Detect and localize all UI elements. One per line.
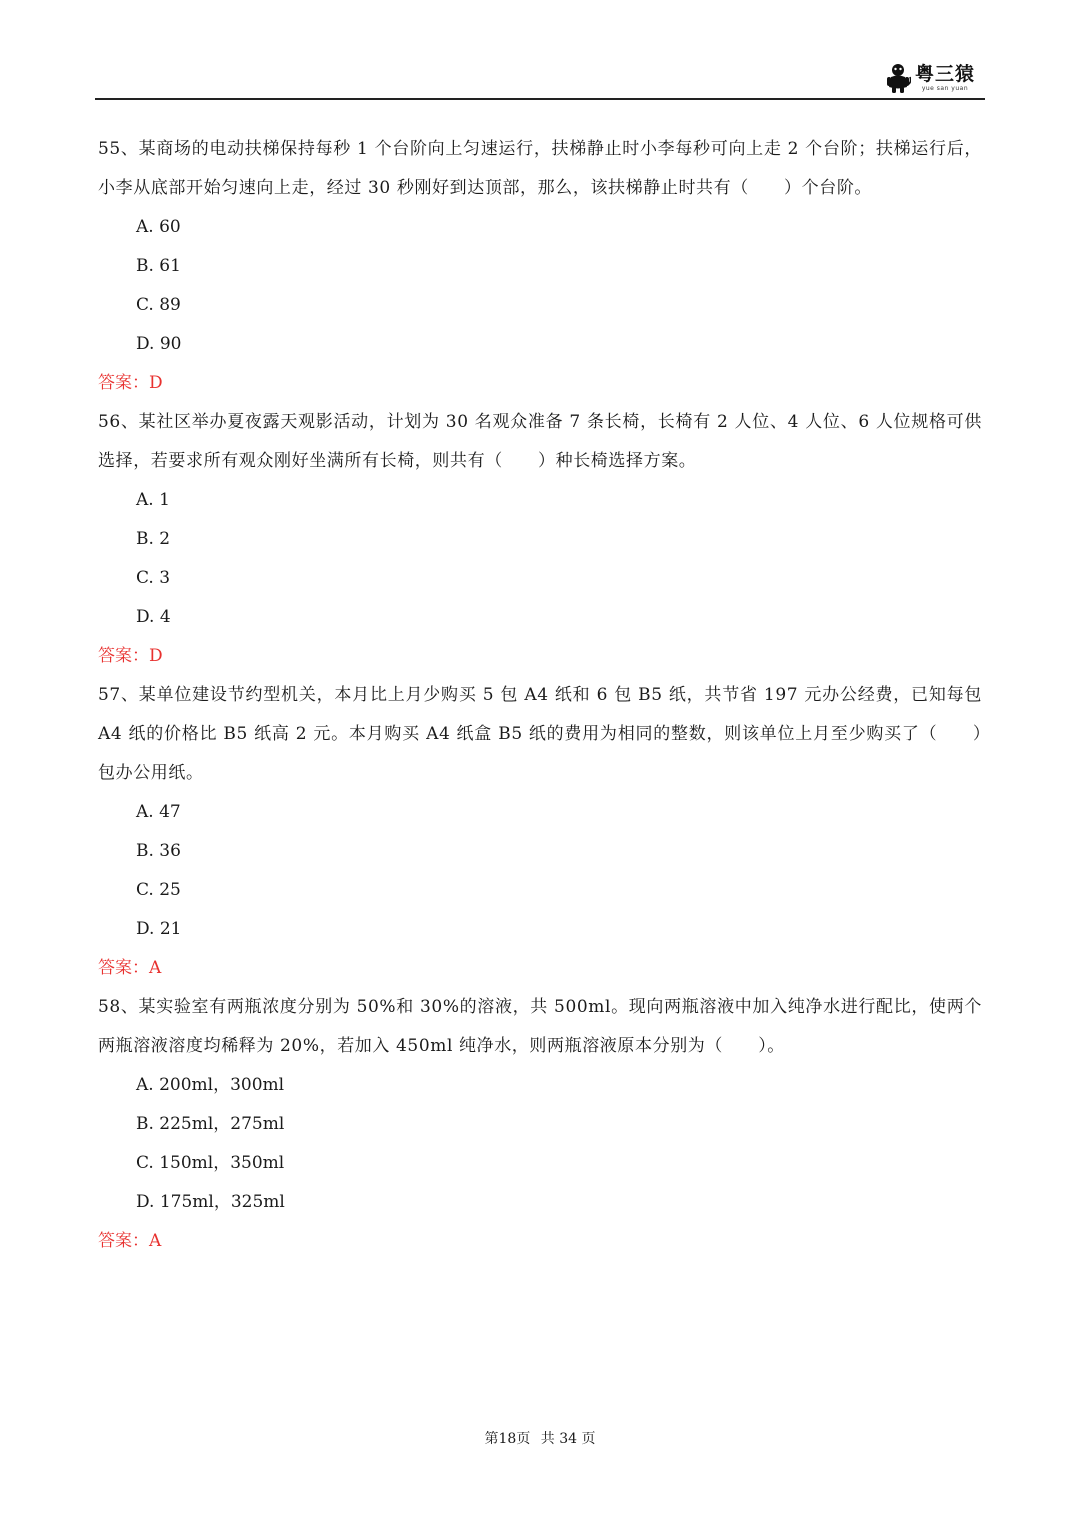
option-a: A. 60 [136, 217, 181, 237]
question-56 [98, 403, 982, 676]
page-number: 第18页 [484, 1431, 531, 1447]
question-58 [98, 988, 982, 1261]
answer-text: 答案：D [98, 646, 163, 666]
option-d: D. 21 [136, 919, 182, 939]
question-text: 57、某单位建设节约型机关，本月比上月少购买 5 包 A4 纸和 6 包 B5 纸，共节省 197 元办公经费，已知每包 A4 纸的价格比 B5 纸高 2 元。本月购买 A4 纸盒 B5 纸的费用为相同的整数，则该单位上月至少购买了（ ）包办公用纸。 [98, 685, 982, 783]
option-b: B. 225ml，275ml [136, 1114, 285, 1134]
option-b: B. 2 [136, 529, 171, 549]
page-header [95, 56, 985, 100]
brand-text [914, 62, 975, 92]
question-text: 55、某商场的电动扶梯保持每秒 1 个台阶向上匀速运行，扶梯静止时小李每秒可向上走 2 个台阶；扶梯运行后，小李从底部开始匀速向上走，经过 30 秒刚好到达顶部，那么，该扶梯静止时共有（ ）个台阶。 [98, 139, 982, 198]
option-c: C. 150ml，350ml [136, 1153, 285, 1173]
answer-text: 答案：A [98, 958, 162, 978]
header-divider [95, 98, 985, 100]
question-text: 58、某实验室有两瓶浓度分别为 50%和 30%的溶液，共 500ml。现向两瓶溶液中加入纯净水进行配比，使两个两瓶溶液溶度均稀释为 20%，若加入 450ml 纯净水，则两瓶溶液原本分别为（ ）。 [98, 997, 982, 1056]
option-c: C. 3 [136, 568, 171, 588]
question-55 [98, 130, 982, 403]
question-57 [98, 676, 982, 988]
answer-text: 答案：A [98, 1231, 162, 1251]
option-b: B. 61 [136, 256, 181, 276]
question-text: 56、某社区举办夏夜露天观影活动，计划为 30 名观众准备 7 条长椅，长椅有 2 人位、4 人位、6 人位规格可供选择，若要求所有观众刚好坐满所有长椅，则共有（ ）种长椅选择方案。 [98, 412, 982, 471]
option-d: D. 175ml，325ml [136, 1192, 285, 1212]
questions-content [98, 130, 982, 1261]
options-list [98, 1066, 982, 1222]
option-a: A. 47 [136, 802, 181, 822]
brand-name: 粤三猿 [914, 62, 975, 85]
options-list [98, 208, 982, 364]
option-a: A. 1 [136, 490, 170, 510]
brand-subtitle: yue san yuan [921, 84, 969, 92]
option-b: B. 36 [136, 841, 181, 861]
answer-text: 答案：D [98, 373, 163, 393]
option-a: A. 200ml，300ml [136, 1075, 285, 1095]
brand [885, 60, 975, 96]
option-c: C. 89 [136, 295, 181, 315]
options-list [98, 481, 982, 637]
option-d: D. 4 [136, 607, 171, 627]
option-c: C. 25 [136, 880, 181, 900]
option-d: D. 90 [136, 334, 182, 354]
options-list [98, 793, 982, 949]
page-total: 共 34 页 [540, 1431, 596, 1447]
page-footer [0, 1428, 1080, 1448]
monkey-logo-icon [885, 63, 911, 93]
